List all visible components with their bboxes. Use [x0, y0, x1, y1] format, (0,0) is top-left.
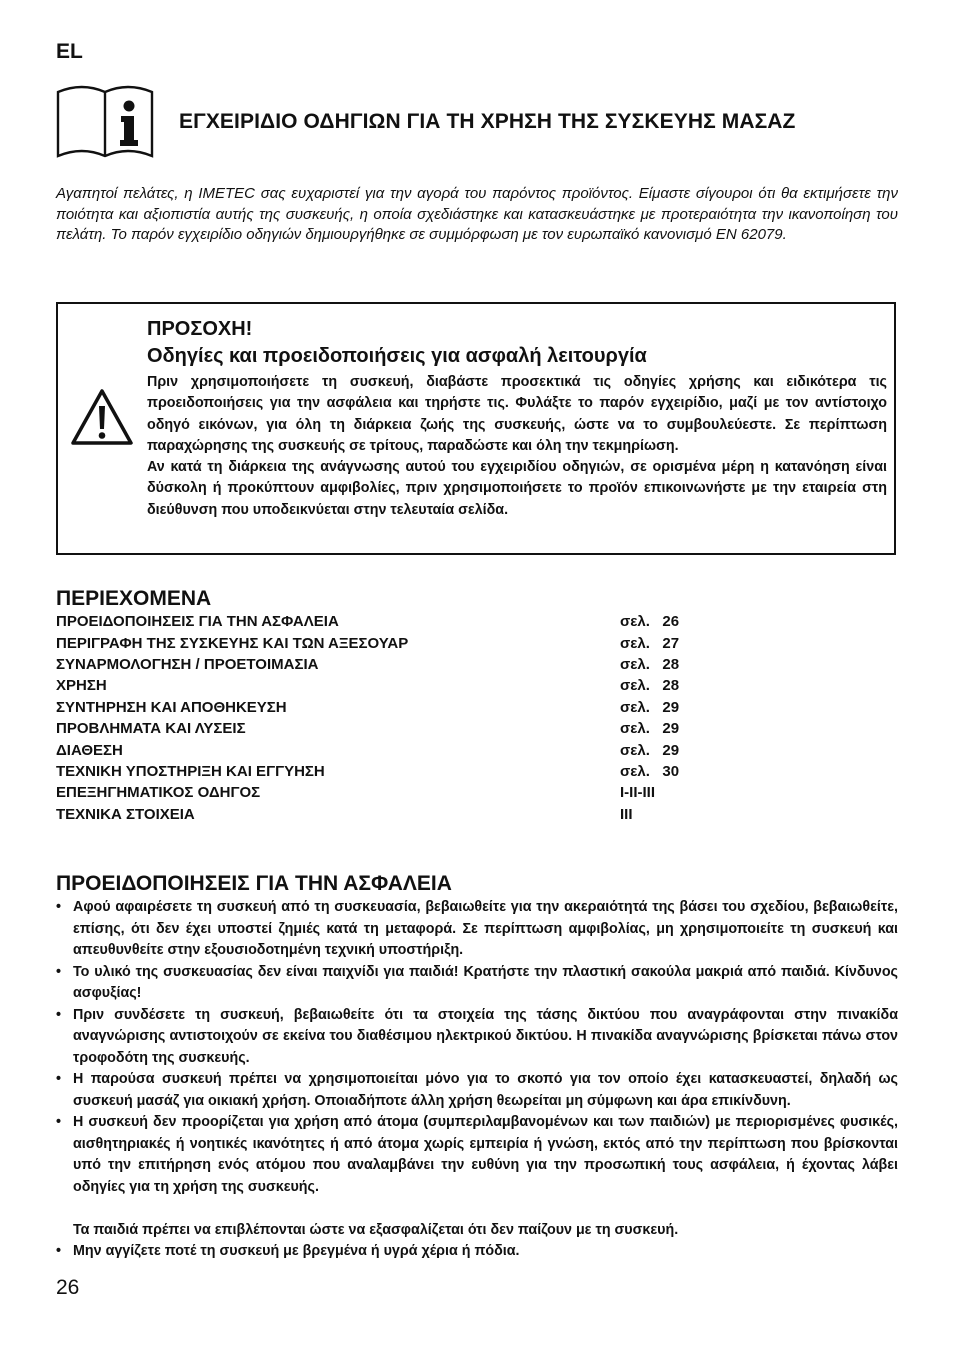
- toc-row[interactable]: [56, 782, 756, 803]
- toc-row[interactable]: [56, 697, 756, 718]
- toc-title: ΠΕΡΙΕΧΟΜΕΝΑ: [56, 587, 212, 610]
- list-item-text: Η παρούσα συσκευή πρέπει να χρησιμοποιείται μόνο για το σκοπό για τον οποίο έχει κατασκευαστεί, δηλαδή ως συσκευή μασάζ για οικιακή χρήση. Οποιαδήποτε άλλη χρήση θεωρείται μη σύμφωνη και άρα επικίνδυνη.: [73, 1071, 898, 1109]
- toc-page: σελ. 26: [620, 613, 680, 631]
- toc-label: ΠΡΟΕΙΔΟΠΟΙΗΣΕΙΣ ΓΙΑ ΤΗΝ ΑΣΦΑΛΕΙΑ: [56, 613, 339, 631]
- warning-paragraph: Αν κατά τη διάρκεια της ανάγνωσης αυτού του εγχειριδίου οδηγιών, σε ορισμένα μέρη η κατανόηση είναι δύσκολη ή προκύπτουν αμφιβολίες, πριν χρησιμοποιήσετε το προϊόν επικοινωνήστε με την εταιρεία στη διεύθυνση που υποδεικνύεται στην τελευταία σελίδα.: [147, 459, 887, 518]
- warning-text: [147, 372, 887, 521]
- toc-page: σελ. 28: [620, 677, 680, 695]
- toc-label: ΠΡΟΒΛΗΜΑΤΑ ΚΑΙ ΛΥΣΕΙΣ: [56, 720, 246, 738]
- toc-page: σελ. 27: [620, 634, 680, 652]
- toc-row[interactable]: [56, 632, 756, 653]
- toc-label: ΔΙΑΘΕΣΗ: [56, 741, 123, 759]
- toc-page: σελ. 28: [620, 655, 680, 673]
- intro-paragraph: Αγαπητοί πελάτες, η IMETEC σας ευχαριστεί για την αγορά του παρόντος προϊόντος. Είμαστε σίγουροι ότι θα εκτιμήσετε την ποιότητα και αξιοπιστία αυτής της συσκευής, η οποία σχεδιάστηκε και κατασκευάστηκε με προτεραιότητα την ικανοποίηση του πελάτη. Το παρόν εγχειρίδιο οδηγιών δημιουργήθηκε σε συμμόρφωση με τον ευρωπαϊκό κανονισμό EN 62079.: [56, 185, 898, 244]
- toc-label: ΤΕΧΝΙΚΗ ΥΠΟΣΤΗΡΙΞΗ ΚΑΙ ΕΓΓΥΗΣΗ: [56, 762, 325, 780]
- bullet: •: [56, 1114, 62, 1130]
- list-item-text: Αφού αφαιρέσετε τη συσκευή από τη συσκευασία, βεβαιωθείτε για την ακεραιότητά της βάσει του σχεδίου, βεβαιωθείτε, επίσης, ότι δεν έχει υποστεί ζημιές κατά τη μεταφορά. Σε περίπτωση αμφιβολίας, μη χρησιμοποιείτε τη συσκευή και απευθυνθείτε στην εξουσιοδοτημένη τεχνική υποστήριξη.: [73, 899, 898, 958]
- toc-label: ΧΡΗΣΗ: [56, 677, 107, 695]
- bullet: •: [56, 1243, 62, 1259]
- toc-label: ΣΥΝΑΡΜΟΛΟΓΗΣΗ / ΠΡΟΕΤΟΙΜΑΣΙΑ: [56, 655, 319, 673]
- list-item: [56, 897, 898, 962]
- list-item-text: Η συσκευή δεν προορίζεται για χρήση από άτομα (συμπεριλαμβανομένων και των παιδιών) με περιορισμένες φυσικές, αισθητηριακές ή νοητικές ικανότητες ή από άτομα χωρίς εμπειρία ή γνώση, εκτός από την περίπτωση που βρίσκονται υπό την επιτήρηση ενός ατόμου που αναλαμβάνει την ευθύνη για την προσωπική τους ασφάλεια, ή έχοντας λάβει οδηγίες για τη χρήση της συσκευής.: [73, 1114, 898, 1195]
- page-number: 26: [56, 1276, 80, 1299]
- manual-title: ΕΓΧΕΙΡΙΔΙΟ ΟΔΗΓΙΩΝ ΓΙΑ ΤΗ ΧΡΗΣΗ ΤΗΣ ΣΥΣΚΕΥΗΣ ΜΑΣΑΖ: [179, 110, 796, 133]
- warning-box: [56, 302, 896, 555]
- list-item: [56, 962, 898, 1005]
- warning-title: ΠΡΟΣΟΧΗ!: [147, 318, 253, 340]
- toc-page: I-II-III: [620, 784, 655, 802]
- warning-triangle-icon: [70, 388, 134, 446]
- toc-row[interactable]: [56, 804, 756, 825]
- list-item: [56, 1005, 898, 1070]
- list-item: [56, 1069, 898, 1112]
- toc-page: σελ. 30: [620, 762, 680, 780]
- warning-paragraph: Πριν χρησιμοποιήσετε τη συσκευή, διαβάστε προσεκτικά τις οδηγίες χρήσης και ειδικότερα τις προειδοποιήσεις για την ασφάλεια και τηρήστε τις. Φυλάξτε το παρόν εγχειρίδιο, μαζί με τον αντίστοιχο οδηγό εικόνων, για όλη τη διάρκεια ζωής της συσκευής, ώστε να το συμβουλεύεστε. Σε περίπτωση παραχώρησης της συσκευής σε τρίτους, παραδώστε και όλη την τεκμηρίωση.: [147, 374, 887, 454]
- toc-row[interactable]: [56, 675, 756, 696]
- list-item-text: Μην αγγίζετε ποτέ τη συσκευή με βρεγμένα ή υγρά χέρια ή πόδια.: [73, 1243, 520, 1259]
- toc-label: ΣΥΝΤΗΡΗΣΗ ΚΑΙ ΑΠΟΘΗΚΕΥΣΗ: [56, 698, 287, 716]
- language-code: EL: [56, 40, 83, 63]
- toc-row[interactable]: [56, 654, 756, 675]
- safety-title: ΠΡΟΕΙΔΟΠΟΙΗΣΕΙΣ ΓΙΑ ΤΗΝ ΑΣΦΑΛΕΙΑ: [56, 872, 452, 895]
- info-book-icon: [56, 84, 154, 158]
- bullet: •: [56, 1071, 62, 1087]
- table-of-contents: [56, 611, 756, 825]
- toc-row[interactable]: [56, 739, 756, 760]
- list-item-text: Το υλικό της συσκευασίας δεν είναι παιχνίδι για παιδιά! Κρατήστε την πλαστική σακούλα μακριά από παιδιά. Κίνδυνος ασφυξίας!: [73, 963, 898, 1001]
- bullet: •: [56, 1006, 62, 1023]
- toc-label: ΤΕΧΝΙΚΑ ΣΤΟΙΧΕΙΑ: [56, 805, 195, 823]
- toc-row[interactable]: [56, 761, 756, 782]
- list-item-text: Πριν συνδέσετε τη συσκευή, βεβαιωθείτε ότι τα στοιχεία της τάσης δικτύου που αναγράφονται στην πινακίδα αναγνώρισης αντιστοιχούν σε εκείνα του διαθέσιμου ηλεκτρικού δικτύου. Η πινακίδα αναγνώρισης βρίσκεται πάνω στον τροφοδότη της συσκευής.: [73, 1006, 898, 1066]
- toc-label: ΕΠΕΞΗΓΗΜΑΤΙΚΟΣ ΟΔΗΓΟΣ: [56, 784, 261, 802]
- toc-page: III: [620, 805, 633, 823]
- list-note: [56, 1220, 898, 1242]
- bullet: •: [56, 899, 62, 915]
- toc-row[interactable]: [56, 718, 756, 739]
- safety-list: [56, 897, 898, 1263]
- list-item: [56, 1112, 898, 1198]
- toc-page: σελ. 29: [620, 720, 680, 738]
- warning-subtitle: Οδηγίες και προειδοποιήσεις για ασφαλή λειτουργία: [147, 345, 647, 367]
- toc-page: σελ. 29: [620, 698, 680, 716]
- toc-row[interactable]: [56, 611, 756, 632]
- list-note-text: Τα παιδιά πρέπει να επιβλέπονται ώστε να εξασφαλίζεται ότι δεν παίζουν με τη συσκευή.: [73, 1221, 679, 1238]
- toc-page: σελ. 29: [620, 741, 680, 759]
- bullet: •: [56, 963, 62, 980]
- toc-label: ΠΕΡΙΓΡΑΦΗ ΤΗΣ ΣΥΣΚΕΥΗΣ ΚΑΙ ΤΩΝ ΑΞΕΣΟΥΑΡ: [56, 634, 409, 652]
- list-item: [56, 1241, 898, 1263]
